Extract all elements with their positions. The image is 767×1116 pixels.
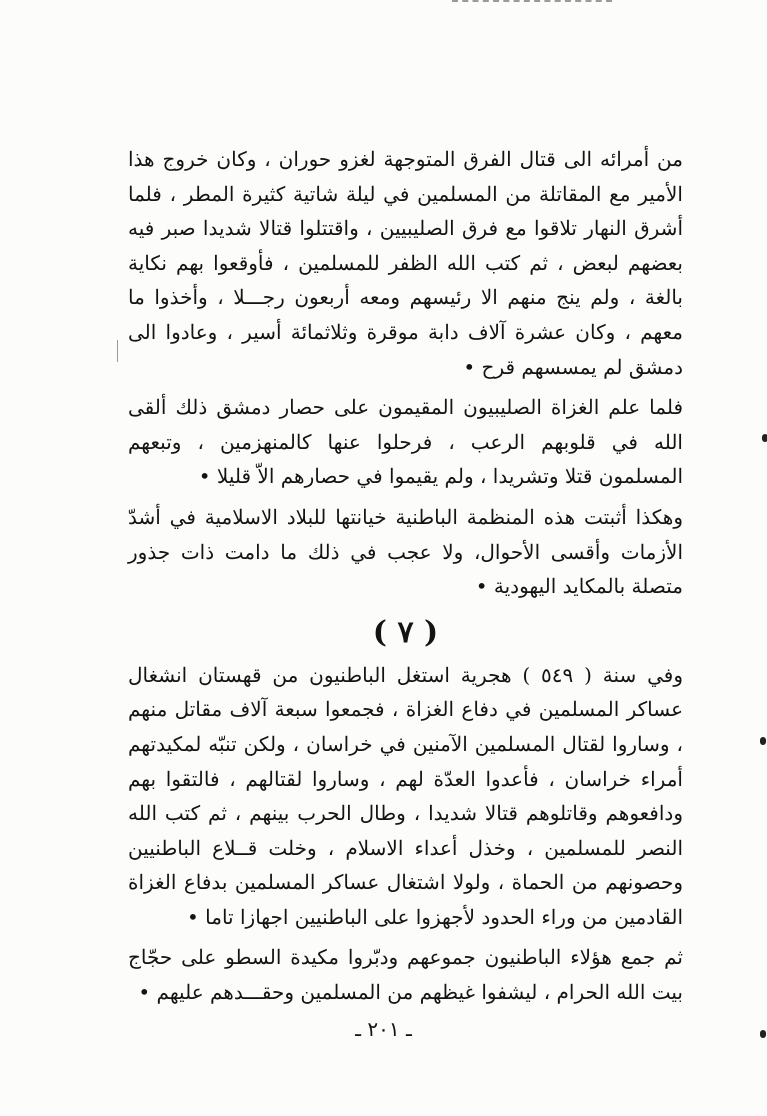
scan-speck	[760, 1030, 766, 1038]
paragraph-3: وهكذا أثبتت هذه المنظمة الباطنية خيانتها للبلاد الاسلامية في أشدّ الأزمات وأقسى الأحوال، ولا عجب في ذلك ما دامت ذات جذور متصلة بالمكايد اليهودية •	[128, 504, 683, 599]
scan-speck	[762, 434, 767, 442]
paragraph-5: ثم جمع هؤلاء الباطنيون جموعهم ودبّروا مكيدة السطو على حجّاج بيت الله الحرام ، ليشفوا غيظهم من المسلمين وحقـــدهم عليهم •	[128, 945, 683, 1005]
section-number: ( ٧ )	[372, 614, 439, 650]
page-number: ـ ٢٠١ ـ	[355, 1017, 412, 1041]
scan-edge-dash	[452, 0, 612, 4]
paragraph-1: من أمرائه الى قتال الفرق المتوجهة لغزو حوران ، وكان خروج هذا الأمير مع المقاتلة من المسلمين في ليلة شاتية كثيرة المطر ، فلما أشرق النهار تلاقوا مع فرق الصليبيين ، واقتتلوا قتالا شديدا صبر فيه بعضهم لبعض ، ثم كتب الله الظفر للمسلمين ، فأوقعوا بهم نكاية بالغة ، ولم ينج منهم الا رئيسهم ومعه أربعون رجـــلا ، وأخذوا ما معهم ، وكان عشرة آلاف دابة موقرة وثلاثمائة أسير ، وعادوا الى دمشق لم يمسسهم قرح •	[128, 147, 683, 379]
page-body	[128, 142, 683, 1016]
paragraph-4: وفي سنة ( ٥٤٩ ) هجرية استغل الباطنيون من قهستان انشغال عساكر المسلمين في دفاع الغزاة ، فجمعوا سبعة آلاف مقاتل منهم ، وساروا لقتال المسلمين الآمنين في خراسان ، ولكن تنبّه لمكيدتهم أمراء خراسان ، فأعدوا العدّة لهم ، وساروا لقتالهم ، فالتقوا بهم ودافعوهم وقاتلوهم قتالا شديدا ، وطال الحرب بينهم ، ثم كتب الله النصر للمسلمين ، وخذل أعداء الاسلام ، وخلت قــلاع الباطنيين وحصونهم من الحماة ، ولولا اشتغال عساكر المسلمين بدفاع الغزاة القادمين من وراء الحدود لأجهزوا على الباطنيين اجهازا تاما •	[128, 662, 683, 929]
scan-speck	[760, 737, 766, 745]
margin-mark	[117, 340, 118, 362]
paragraph-2: فلما علم الغزاة الصليبيون المقيمون على حصار دمشق ذلك ألقى الله في قلوبهم الرعب ، فرحلوا عنها كالمنهزمين ، وتبعهم المسلمون قتلا وتشريدا ، ولم يقيموا في حصارهم الاّ قليلا •	[128, 395, 683, 489]
